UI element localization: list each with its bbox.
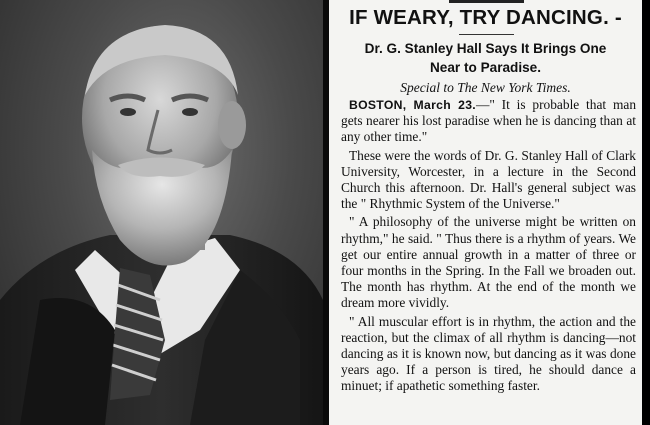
dateline: BOSTON, March 23. — [349, 98, 476, 112]
headline-rule — [459, 34, 514, 35]
subheadline-line-1: Dr. G. Stanley Hall Says It Brings One — [364, 41, 607, 56]
paragraph-1 — [341, 97, 636, 146]
right-edge — [642, 0, 650, 425]
bearded-man-portrait-icon — [0, 0, 323, 425]
special-credit: Special to The New York Times. — [400, 80, 571, 95]
top-rule — [449, 0, 524, 3]
subheadline-line-2: Near to Paradise. — [429, 60, 542, 75]
paragraph-2: These were the words of Dr. G. Stanley Hall of Clark University, Worcester, in a lecture in the Second Church this afternoon. Dr. Hall's general subject was the " Rhythmic System of the Universe." — [341, 147, 636, 212]
article-subheadline — [329, 39, 642, 77]
paragraph-4: " All muscular effort is in rhythm, the action and the reaction, but the climax of all rhythm is dancing—not dancing as it is known now, but dancing as it was done years ago. If a person is tired, he should dance a minuet; if apathetic something faster. — [341, 313, 636, 394]
portrait-photo — [0, 0, 323, 425]
paragraph-3: " A philosophy of the universe might be written on rhythm," he said. " Thus there is a rhythm of years. We get our entire annual growth in a matter of three or four months in the Spring. In the Fall we broaden out. The month has rhythm. At the end of the month we dream more vividly. — [341, 214, 636, 311]
article-body — [341, 97, 636, 397]
paragraph-1-text: —" It is probable that man gets nearer his lost paradise when he is dancing than at any other time." — [341, 97, 637, 145]
newspaper-clipping — [329, 0, 642, 425]
article-headline: IF WEARY, TRY DANCING. - — [349, 6, 622, 29]
